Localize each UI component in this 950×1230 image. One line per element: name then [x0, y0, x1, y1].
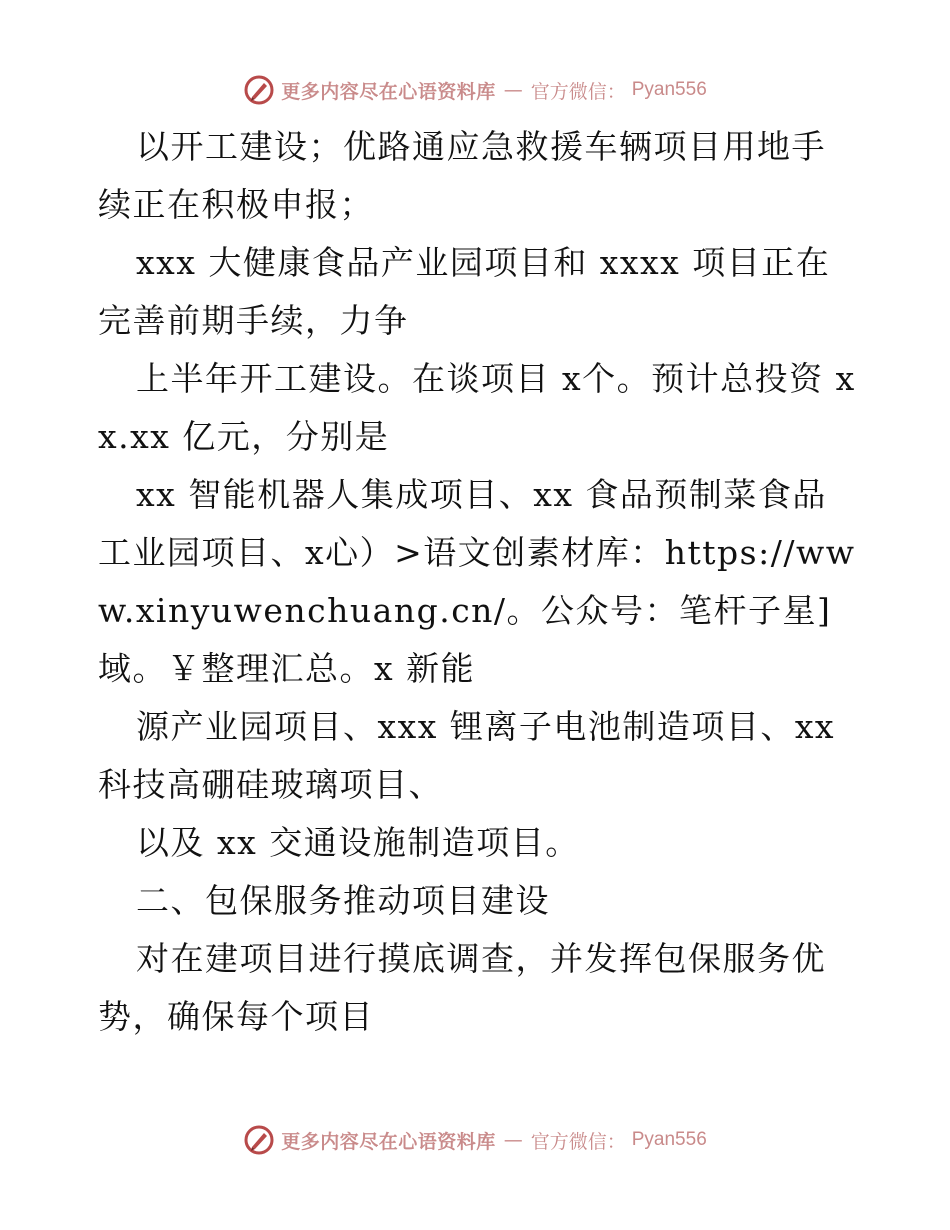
paragraph: 上半年开工建设。在谈项目 x个。预计总投资 xx.xx 亿元，分别是	[98, 359, 856, 456]
pen-circle-logo-icon	[243, 74, 275, 106]
section-heading: 二、包保服务推动项目建设	[136, 881, 550, 920]
header-watermark	[0, 70, 950, 110]
footer-watermark	[0, 1120, 950, 1160]
paragraph: 以及 xx 交通设施制造项目。	[136, 823, 580, 862]
document-body	[98, 118, 858, 1046]
watermark-separator: —	[503, 1129, 523, 1151]
watermark-contact-label: 官方微信：	[530, 1130, 626, 1153]
watermark-separator: —	[503, 79, 523, 101]
paragraph: xx 智能机器人集成项目、xx 食品预制菜食品工业园项目、x心）>语文创素材库：https://www.xinyuwenchuang.cn/。公众号：笔杆子星]域。￥整理汇总。x 新能	[98, 475, 856, 688]
watermark-brand: 更多内容尽在心语资料库	[281, 1130, 496, 1153]
paragraph: 源产业园项目、xxx 锂离子电池制造项目、xx 科技高硼硅玻璃项目、	[98, 707, 836, 804]
watermark-contact-label: 官方微信：	[530, 80, 626, 103]
paragraph: 以开工建设；优路通应急救援车辆项目用地手续正在积极申报；	[98, 127, 826, 224]
watermark-brand: 更多内容尽在心语资料库	[281, 80, 496, 103]
watermark-contact-id: Pyan556	[631, 79, 707, 100]
watermark-contact-id: Pyan556	[631, 1129, 707, 1150]
paragraph: xxx 大健康食品产业园项目和 xxxx 项目正在完善前期手续，力争	[98, 243, 831, 340]
pen-circle-logo-icon	[243, 1124, 275, 1156]
paragraph: 对在建项目进行摸底调查，并发挥包保服务优势，确保每个项目	[98, 939, 826, 1036]
